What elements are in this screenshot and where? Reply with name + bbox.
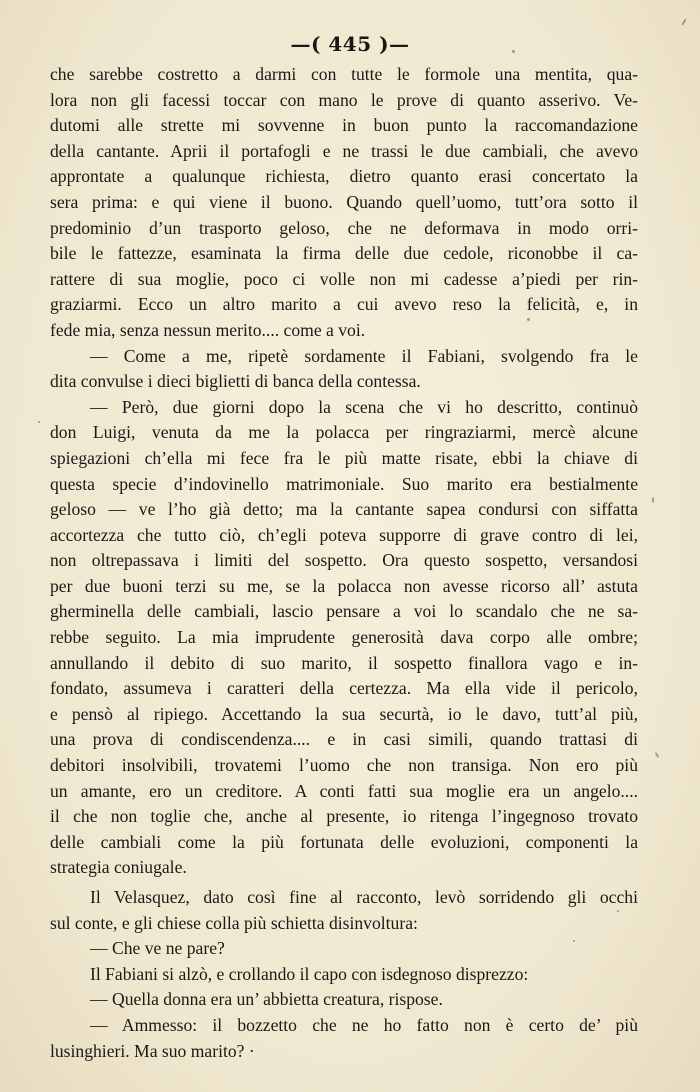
text-line: don Luigi, venuta da me la polacca per ringraziarmi, mercè alcune (50, 422, 638, 443)
text-line: e pensò al ripiego. Accettando la sua securtà, io le davo, tutt’al più, (50, 703, 638, 724)
text-line: Il Fabiani si alzò, e crollando il capo con isdegnoso disprezzo: (90, 963, 529, 984)
text-line: — Come a me, ripetè sordamente il Fabiani, svolgendo fra le (90, 345, 638, 366)
text-line: che sarebbe costretto a darmi con tutte le formole una mentita, qua- (50, 64, 638, 84)
text-line: bile le fattezze, esaminata la firma delle due cedole, riconobbe il ca- (50, 243, 638, 264)
text-line: il che non toglie che, anche al presente, io ritenga l’ingegnoso trovato (50, 806, 638, 827)
text-line: — Ammesso: il bozzetto che ne ho fatto non è certo de’ più (90, 1014, 638, 1035)
text-line: gherminella delle cambiali, lascio pensare a voi lo scandalo che ne sa- (50, 601, 638, 622)
text-line: graziarmi. Ecco un altro marito a cui avevo reso la felicità, e, in (50, 294, 638, 315)
text-line: debitori insolvibili, trovatemi l’uomo che non transiga. Non ero più (50, 755, 638, 776)
text-line: sera prima: e qui viene il buono. Quando quell’uomo, tutt’ora sotto il (50, 191, 638, 212)
text-line: lora non gli facessi toccar con mano le prove di quanto asserivo. Ve- (50, 89, 638, 110)
text-line: geloso — ve l’ho già detto; ma la cantante sapea condursi con siffatta (50, 499, 638, 520)
text-line: — Quella donna era un’ abbietta creatura, rispose. (90, 989, 443, 1010)
paper-speck (512, 50, 515, 53)
text-line: predominio d’un trasporto geloso, che ne deformava in modo orri- (50, 217, 638, 238)
page-header: —( 445 )— (290, 32, 410, 56)
text-line: fede mia, senza nessun merito.... come a voi. (50, 319, 366, 340)
text-line: per due buoni terzi su me, se la polacca non avesse ricorso all’ astuta (50, 575, 638, 596)
text-line: sul conte, e gli chiese colla più schietta disinvoltura: (50, 912, 418, 933)
paper-speck (655, 752, 660, 758)
paper-speck (617, 910, 619, 912)
paper-speck (527, 318, 530, 321)
text-line: dita convulse i dieci biglietti di banca della contessa. (50, 371, 421, 392)
text-line: non oltrepassava i limiti del sospetto. Ora questo sospetto, versandosi (50, 550, 638, 571)
text-line: un amante, ero un creditore. A conti fatti sua moglie era un angelo.... (50, 780, 638, 801)
text-line: rebbe seguito. La mia imprudente generosità dava corpo alle ombre; (50, 627, 638, 648)
text-line: annullando il debito di suo marito, il sospetto finallora vago e in- (50, 652, 638, 673)
text-line: questa specie d’indovinello matrimoniale. Suo marito era bestialmente (50, 473, 638, 494)
text-line: una prova di condiscendenza.... e in casi simili, quando trattasi di (50, 729, 638, 750)
text-line: della cantante. Aprii il portafogli e ne trassi le due cambiali, che avevo (50, 140, 638, 161)
paper-speck (652, 497, 654, 503)
text-line: — Che ve ne pare? (90, 938, 225, 959)
paper-speck (573, 940, 575, 942)
text-line: approntate a qualunque richiesta, dietro quanto erasi concertato la (50, 166, 638, 187)
text-line: accortezza che tutto ciò, ch’egli poteva supporre di grave contro di lei, (50, 524, 638, 545)
text-line: delle cambiali come la più fortunata delle evoluzioni, componenti la (50, 831, 638, 852)
text-line: strategia coniugale. (50, 857, 187, 878)
text-line: — Però, due giorni dopo la scena che vi ho descritto, continuò (90, 396, 638, 417)
text-line: spiegazioni ch’ella mi fece fra le più matte risate, ebbi la chiave di (50, 447, 638, 468)
paper-speck (38, 421, 40, 423)
text-line: fondato, assumeva i caratteri della certezza. Ma ella vide il pericolo, (50, 678, 638, 699)
paper-speck (681, 18, 687, 26)
text-line: dutomi alle strette mi sovvenne in buon punto la raccomandazione (50, 115, 638, 136)
body-text (50, 62, 638, 1064)
text-line: Il Velasquez, dato così fine al racconto, levò sorridendo gli occhi (90, 887, 638, 907)
text-line: lusinghieri. Ma suo marito? · (50, 1040, 255, 1061)
text-line: rattere di sua moglie, poco ci volle non mi cadesse a’piedi per rin- (50, 268, 638, 289)
